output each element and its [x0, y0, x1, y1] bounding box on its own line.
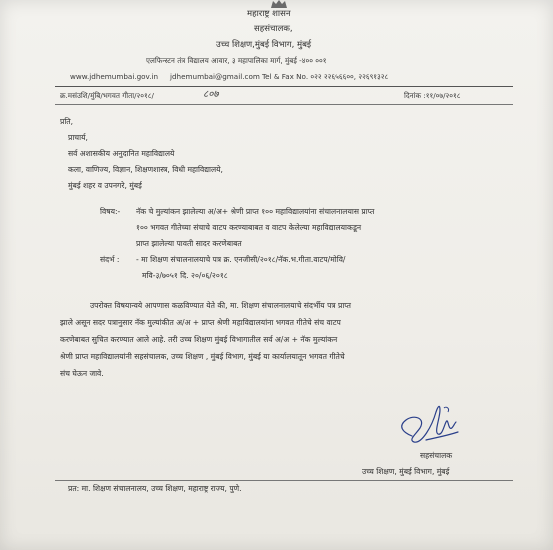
header-department: उच्च शिक्षण,मुंबई विभाग, मुंबई: [216, 40, 312, 50]
header-government: महाराष्ट्र शासन: [247, 9, 291, 19]
sandarbh-label: संदर्भ :: [100, 255, 120, 264]
reference-number: क्र.मसंउशि/मुंबि/भगवत गीता/२०१८/: [60, 91, 154, 100]
recipient-prati: प्रति,: [60, 117, 74, 126]
copy-to: प्रत: मा. शिक्षण संचालनालय, उच्च शिक्षण, महाराष्ट्र राज्य, पुणे.: [68, 484, 242, 493]
body-line-3: करणेबाबत सुचित करण्यात आले आहे. तरी उच्च शिक्षण मुंबई विभागातील सर्व अ/अ + नॅक मुल्यांकन: [60, 335, 338, 344]
body-line-5: संच घेऊन जावे.: [60, 369, 104, 378]
subject-label: विषय:-: [100, 207, 121, 216]
header-divider: [55, 86, 513, 87]
sandarbh-line-1: - मा शिक्षण संचालनालयाचे पत्र क्र. एनजीसी/२०१८/नॅक.भ.गीता.वाटप/मोवि/: [136, 255, 346, 264]
reference-number-handwritten: ८०७: [203, 89, 219, 100]
signatory-title: सहसंचालक: [420, 451, 453, 460]
subject-line-1: नॅक चे मुल्यांकन झालेल्या अ/अ+ श्रेणी प्राप्त १०० महाविद्यालयांना संचालनालयास प्राप्त: [136, 207, 375, 216]
recipient-faculties: कला, वाणिज्य, विज्ञान, शिक्षणशास्त्र, विधी महाविद्यालये,: [68, 165, 223, 174]
reference-divider: [55, 104, 513, 105]
body-line-4: श्रेणी प्राप्त महाविद्यालयांनी सहसंचालक, उच्च शिक्षण , मुंबई विभाग, मुंबई या कार्यालयातून भगवत गीतेचे: [60, 352, 345, 361]
header-phone: Tel & Fax No. ०२२ २२६५६६००, २२६९१३२८: [262, 72, 389, 81]
subject-line-2: १०० भगवत गीतेच्या संचाचे वाटप करण्याबाबत व वाटप केलेल्या महाविद्यालयाकडून: [136, 223, 362, 232]
subject-line-3: प्राप्त झालेल्या पावती सादर करणेबाबत: [136, 239, 242, 248]
header-email: jdhemumbai@gmail.com: [170, 72, 260, 81]
footer-divider: [55, 480, 513, 481]
body-line-2: झाले असून सदर पत्रानुसार नॅक मुल्यांकीत अ/अ + प्राप्त श्रेणी महाविद्यालयांना भगवत गीतेचे संच वाटप: [60, 318, 341, 327]
signatory-office: उच्च शिक्षण, मुंबई विभाग, मुंबई: [362, 467, 450, 476]
header-office-title: सहसंचालक,: [254, 24, 293, 34]
handwritten-signature-icon: [392, 396, 464, 454]
recipient-colleges: सर्व अशासकीय अनुदानित महाविद्यालये: [68, 149, 175, 158]
sandarbh-line-2: मवि-३/७०५१ दि. २०/०६/२०१८: [142, 271, 228, 280]
header-website: www.jdhemumbai.gov.in: [70, 72, 159, 81]
reference-date: दिनांक :११/०७/२०१८: [404, 91, 461, 100]
state-emblem-icon: [268, 0, 290, 8]
recipient-location: मुंबई शहर व उपनगरे, मुंबई: [68, 181, 142, 190]
body-line-1: उपरोक्त विषयान्वये आपणास कळविण्यात येते की, मा. शिक्षण संचालनालयाचे संदर्भीय पत्र प्राप्त: [90, 301, 351, 310]
header-address: एलफिन्स्टन तंत्र विद्यालय आवार, ३ महापालिका मार्ग, मुंबई -४०० ००१: [146, 56, 327, 65]
recipient-principal: प्राचार्य,: [68, 133, 88, 142]
